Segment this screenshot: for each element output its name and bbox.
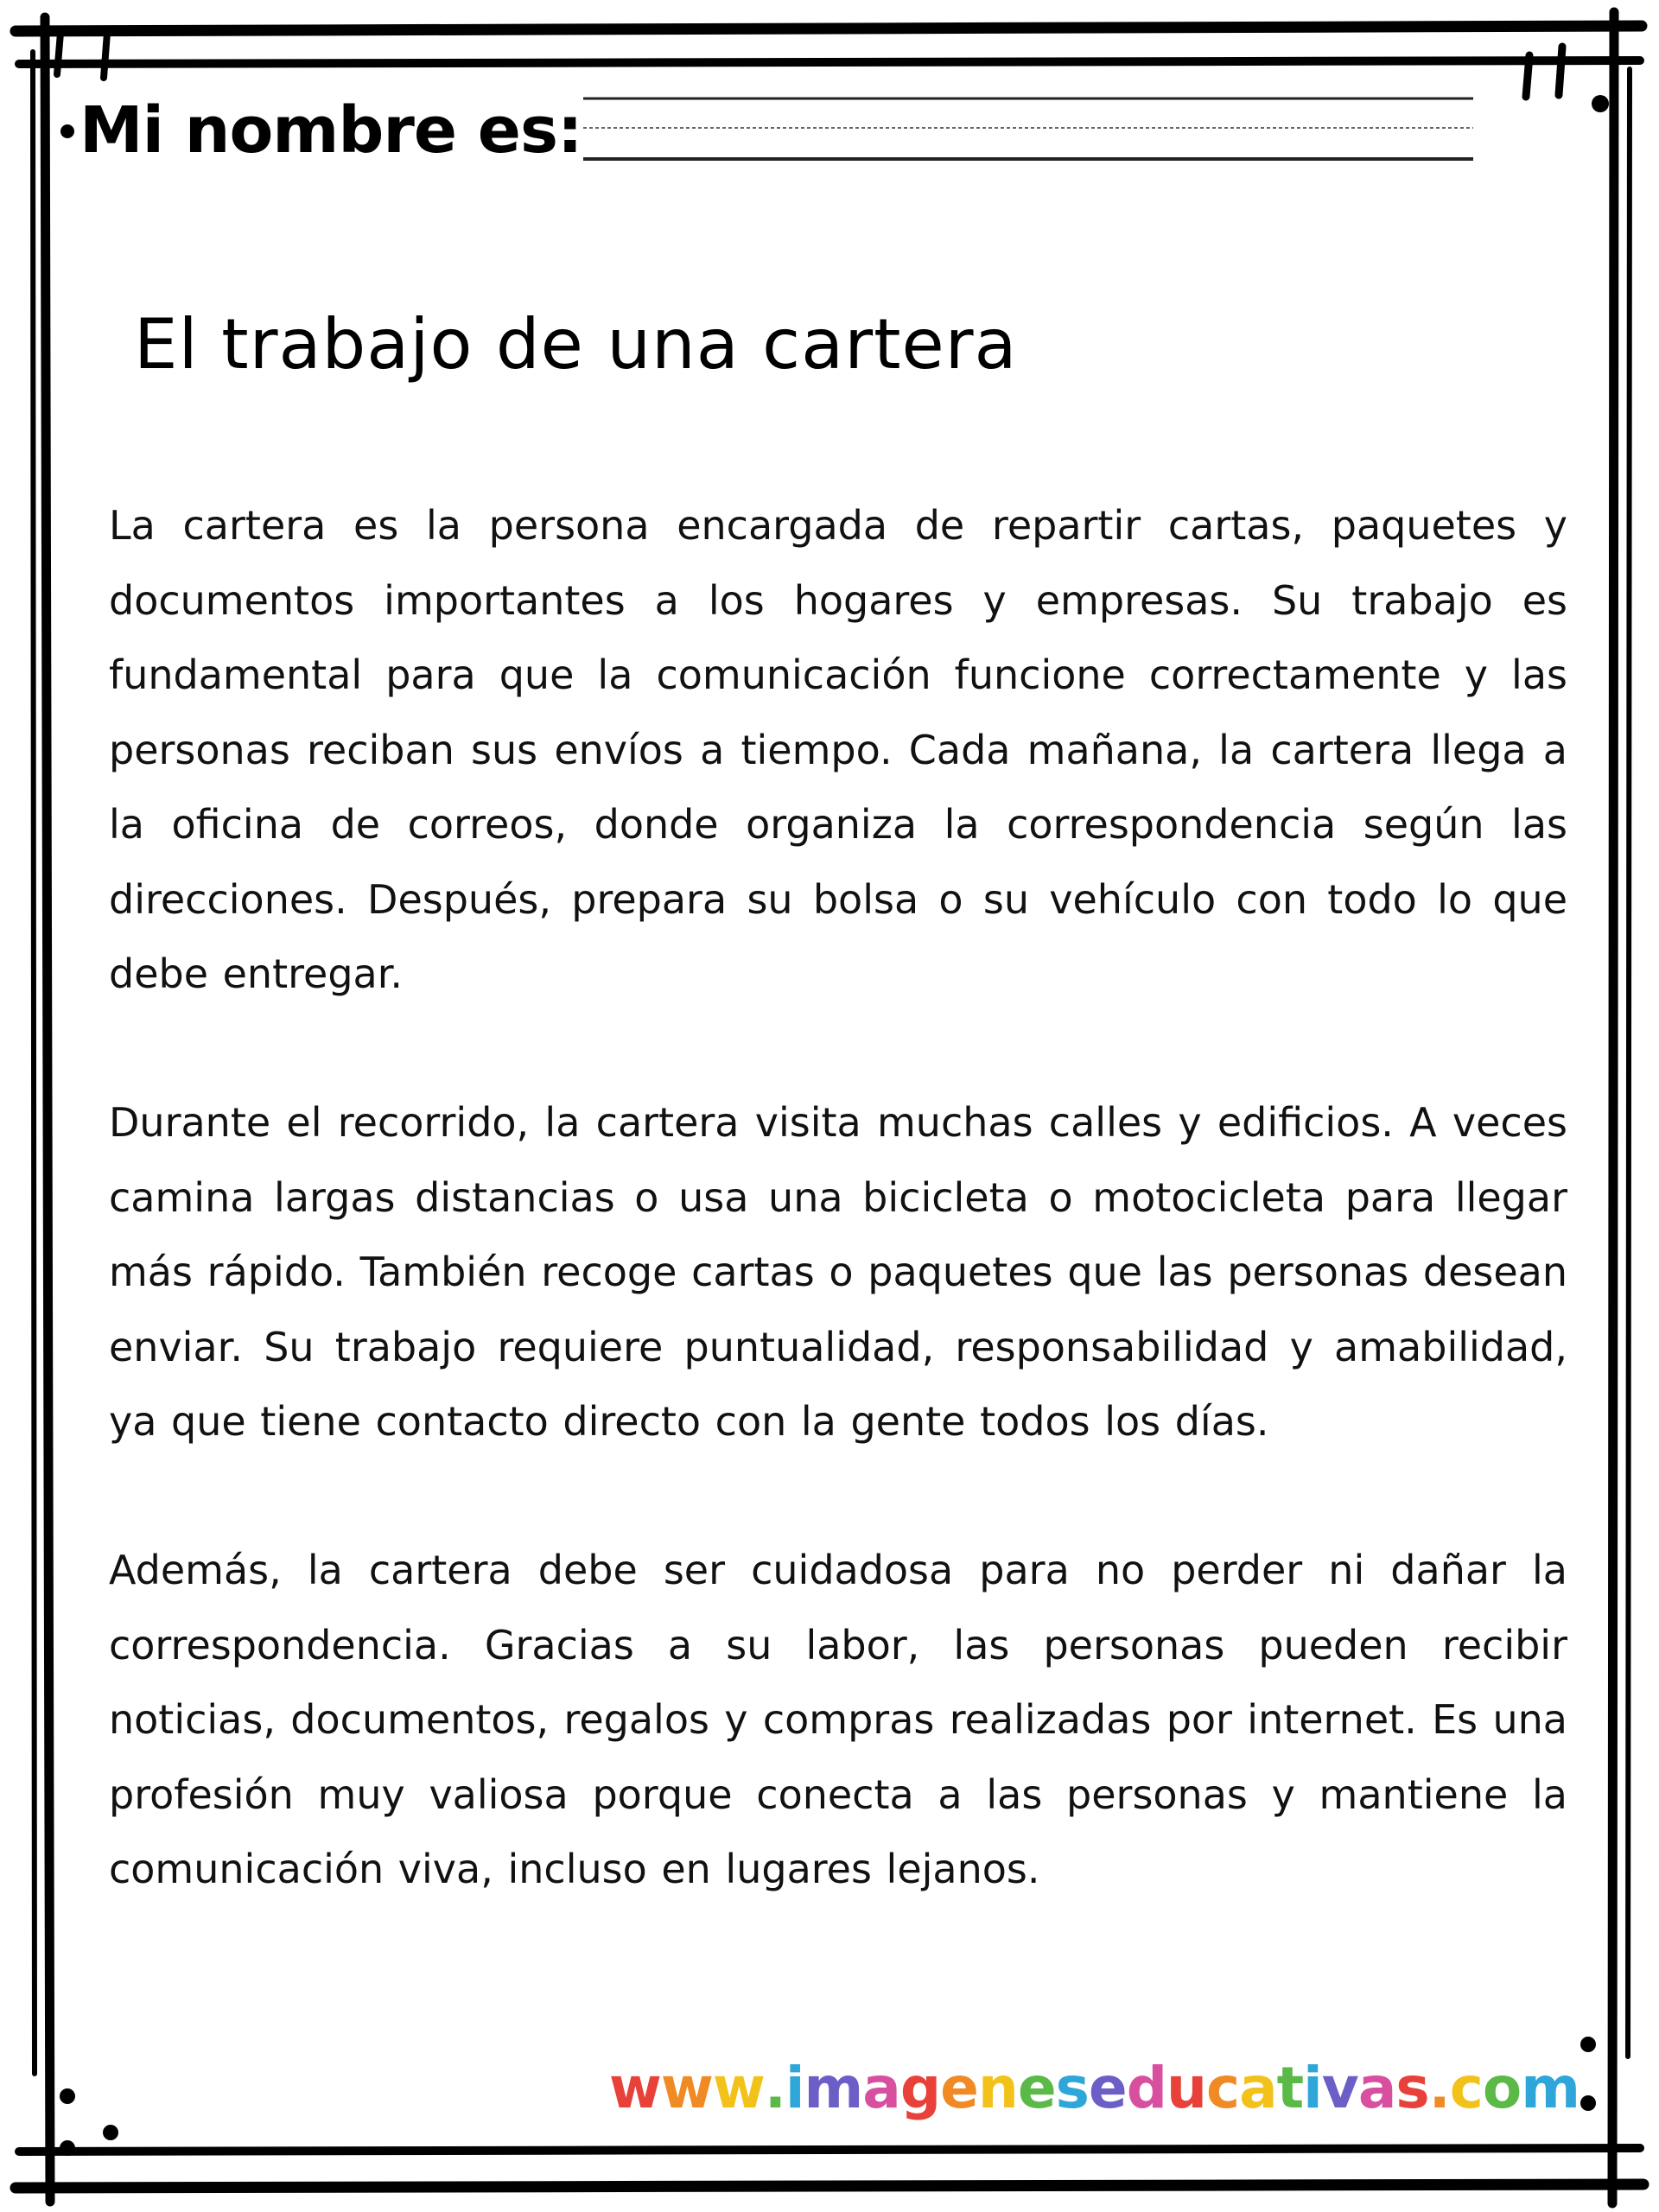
page-title: El trabajo de una cartera: [134, 304, 1018, 385]
url-char: m: [1521, 2055, 1580, 2121]
url-char: .: [1428, 2055, 1450, 2121]
url-char: o: [1482, 2055, 1522, 2121]
url-char: e: [1088, 2055, 1127, 2121]
url-char: m: [804, 2055, 863, 2121]
url-char: w: [660, 2055, 713, 2121]
url-char: i: [1303, 2055, 1322, 2121]
url-char: d: [1126, 2055, 1166, 2121]
url-char: w: [712, 2055, 765, 2121]
name-writing-lines[interactable]: [583, 93, 1473, 171]
paragraph-3: Además, la cartera debe ser cuidadosa para no perder ni dañar la correspondencia. Gracias a su labor, las personas pueden recibir noticias, documentos, regalos y compras realizadas por internet. Es una profesión muy valiosa porque conecta a las personas y mantiene la comunicación viva, incluso en lugares lejanos.: [109, 1547, 1567, 1892]
url-char: c: [1205, 2055, 1240, 2121]
url-char: i: [785, 2055, 804, 2121]
url-char: a: [1239, 2055, 1277, 2121]
url-char: g: [899, 2055, 941, 2121]
paragraph-2: Durante el recorrido, la cartera visita muchas calles y edificios. A veces camina largas distancias o usa una bicicleta o motocicleta para llegar más rápido. También recoge cartas o paquetes que las personas desean enviar. Su trabajo requiere puntualidad, responsabilidad y amabilidad, ya que tiene contacto directo con la gente todos los días.: [109, 1099, 1567, 1445]
url-char: e: [1017, 2055, 1056, 2121]
url-char: .: [764, 2055, 785, 2121]
url-char: u: [1166, 2055, 1206, 2121]
url-char: v: [1321, 2055, 1358, 2121]
website-url[interactable]: [609, 2055, 1580, 2121]
url-char: s: [1395, 2055, 1429, 2121]
url-char: t: [1276, 2055, 1304, 2121]
url-char: c: [1449, 2055, 1483, 2121]
url-char: a: [862, 2055, 900, 2121]
url-char: n: [977, 2055, 1018, 2121]
url-char: s: [1055, 2055, 1089, 2121]
url-char: a: [1357, 2055, 1396, 2121]
website-url-colored: [609, 2055, 1580, 2121]
name-label: Mi nombre es:: [79, 93, 582, 168]
url-char: w: [608, 2055, 661, 2121]
url-char: e: [940, 2055, 978, 2121]
paragraph-1: La cartera es la persona encargada de repartir cartas, paquetes y documentos importantes a los hogares y empresas. Su trabajo es fundamental para que la comunicación funcione correctamente y las personas reciban sus envíos a tiempo. Cada mañana, la cartera llega a la oficina de correos, donde organiza la correspondencia según las direcciones. Después, prepara su bolsa o su vehículo con todo lo que debe entregar.: [109, 502, 1567, 997]
